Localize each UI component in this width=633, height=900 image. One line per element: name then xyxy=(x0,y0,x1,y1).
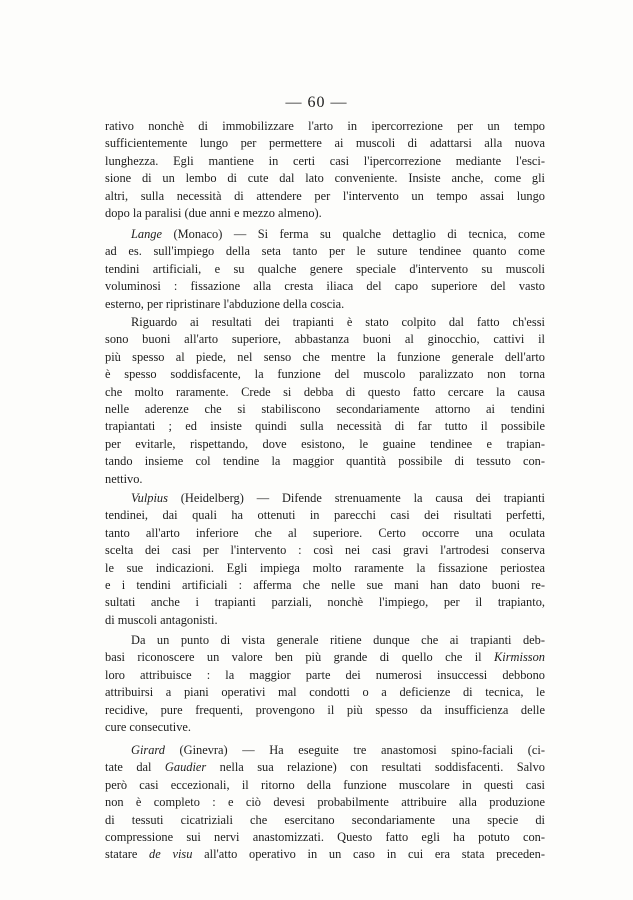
text-line: attribuirsi a piani operativi mal condotti o a deficienze di tecnica, le xyxy=(105,685,545,700)
text-line xyxy=(105,742,545,759)
text-line: le sue indicazioni. Egli impiega molto raramente la fissazione periostea xyxy=(105,560,545,575)
text-segment: (Ginevra) — Ha eseguite tre anastomosi spino-faciali (ci- xyxy=(164,743,545,757)
text-line: altri, sulla necessità di attendere per l'intervento un tempo assai lungo xyxy=(105,188,545,203)
paragraph-1 xyxy=(105,118,545,222)
author-name: Kirmisson xyxy=(494,650,545,665)
author-name: Gaudier xyxy=(164,760,207,775)
text-line: non è completo : e ciò devesi probabilmente attribuire alla produzione xyxy=(105,795,545,810)
text-line xyxy=(105,649,545,666)
text-line: sultati anche i trapianti parziali, nonchè l'impiego, per il trapianto, xyxy=(105,595,545,610)
paragraph-3 xyxy=(105,314,545,488)
text-line: tendini artificiali, e su qualche genere speciale d'intervento su muscoli xyxy=(105,261,545,276)
author-name: Vulpius xyxy=(131,491,168,505)
text-line: tanto all'arto inferiore che al superiore. Certo occorre una oculata xyxy=(105,525,545,540)
text-line: tando insieme col tendine la maggior quantità possibile di tessuto con- xyxy=(105,454,545,469)
text-line: recidive, pure frequenti, provengono il più spesso da insufficienza delle xyxy=(105,702,545,717)
text-line: cure consecutive. xyxy=(105,719,192,734)
text-line: sono buoni all'arto superiore, abbastanza buoni al ginocchio, cattivi il xyxy=(105,332,545,347)
text-line: Riguardo ai resultati dei trapianti è stato colpito dal fatto ch'essi xyxy=(131,315,545,329)
text-line: però casi eccezionali, il ritorno della funzione muscolare in questi casi xyxy=(105,777,545,792)
text-segment: tate dal xyxy=(105,760,165,775)
text-line: lunghezza. Egli mantiene in certi casi l'ipercorrezione mediante l'esci- xyxy=(105,153,545,168)
author-name: Girard xyxy=(131,743,165,757)
text-segment: nella sua relazione) con resultati soddisfacenti. Salvo xyxy=(206,760,545,775)
text-line: che molto raramente. Crede si debba di questo fatto cercare la causa xyxy=(105,384,545,399)
text-line: e i tendini artificiali : afferma che nelle sue mani han dato buoni re- xyxy=(105,577,545,592)
text-line xyxy=(105,490,545,507)
text-line xyxy=(105,846,545,863)
text-line: voluminosi : fissazione alla cresta iliaca del capo superiore del vasto xyxy=(105,279,545,294)
text-line: esterno, per ripristinare l'abduzione della coscia. xyxy=(105,296,345,311)
text-segment: statare xyxy=(105,847,150,862)
text-line xyxy=(105,226,545,243)
page-number: — 60 — xyxy=(285,94,348,111)
text-segment: (Monaco) — Si ferma su qualche dettaglio di tecnica, come xyxy=(161,227,545,241)
text-line: di muscoli antagonisti. xyxy=(105,612,218,627)
paragraph-lange xyxy=(105,226,545,313)
text-line: scelta dei casi per l'intervento : così nei casi gravi l'artrodesi conserva xyxy=(105,543,545,558)
text-line: di tessuti cicatriziali che esercitano secondariamente una specie di xyxy=(105,812,545,827)
text-line: è spesso soddisfacente, la funzione del muscolo paralizzato non torna xyxy=(105,367,545,382)
text-line: compressione sui nervi anastomizzati. Questo fatto egli ha potuto con- xyxy=(105,829,545,844)
latin-phrase: de visu xyxy=(149,847,193,862)
text-line: più spesso al piede, nel senso che mentre la funzione generale dell'arto xyxy=(105,349,545,364)
text-line: sione di un lembo di cute dal lato conveniente. Insiste anche, come gli xyxy=(105,171,545,186)
text-line xyxy=(105,759,545,776)
text-segment: all'atto operativo in un caso in cui era stata preceden- xyxy=(192,847,545,862)
text-line: tendinei, dai quali ha ottenuti in parecchi casi dei risultati perfetti, xyxy=(105,508,545,523)
text-line: sufficientemente lungo per permettere ai muscoli di adattarsi alla nuova xyxy=(105,136,545,151)
text-line: rativo nonchè di immobilizzare l'arto in ipercorrezione per un tempo xyxy=(105,119,545,133)
text-line: ad es. sull'impiego della seta tanto per le suture tendinee quanto come xyxy=(105,244,545,259)
author-name: Lange xyxy=(131,227,162,241)
text-line: nettivo. xyxy=(105,471,143,486)
text-line: loro attribuisce : la maggior parte dei numerosi insuccessi debbono xyxy=(105,667,545,682)
text-line: Da un punto di vista generale ritiene dunque che ai trapianti deb- xyxy=(131,633,545,647)
paragraph-vulpius xyxy=(105,490,545,629)
paragraph-5 xyxy=(105,632,545,736)
text-line: per evitarle, rispettando, dove esistono, le guaine tendinee e trapian- xyxy=(105,436,545,451)
text-line: trapiantati ; ed insiste quindi sulla necessità di far tutto il possibile xyxy=(105,419,545,434)
text-segment: (Heidelberg) — Difende strenuamente la causa dei trapianti xyxy=(167,491,545,505)
paragraph-girard xyxy=(105,742,545,864)
text-line: nelle aderenze che si stabiliscono secondariamente attorno ai tendini xyxy=(105,401,545,416)
text-segment: basi riconoscere un valore ben più grande di quello che il xyxy=(105,650,495,665)
text-line: dopo la paralisi (due anni e mezzo almeno). xyxy=(105,205,322,220)
